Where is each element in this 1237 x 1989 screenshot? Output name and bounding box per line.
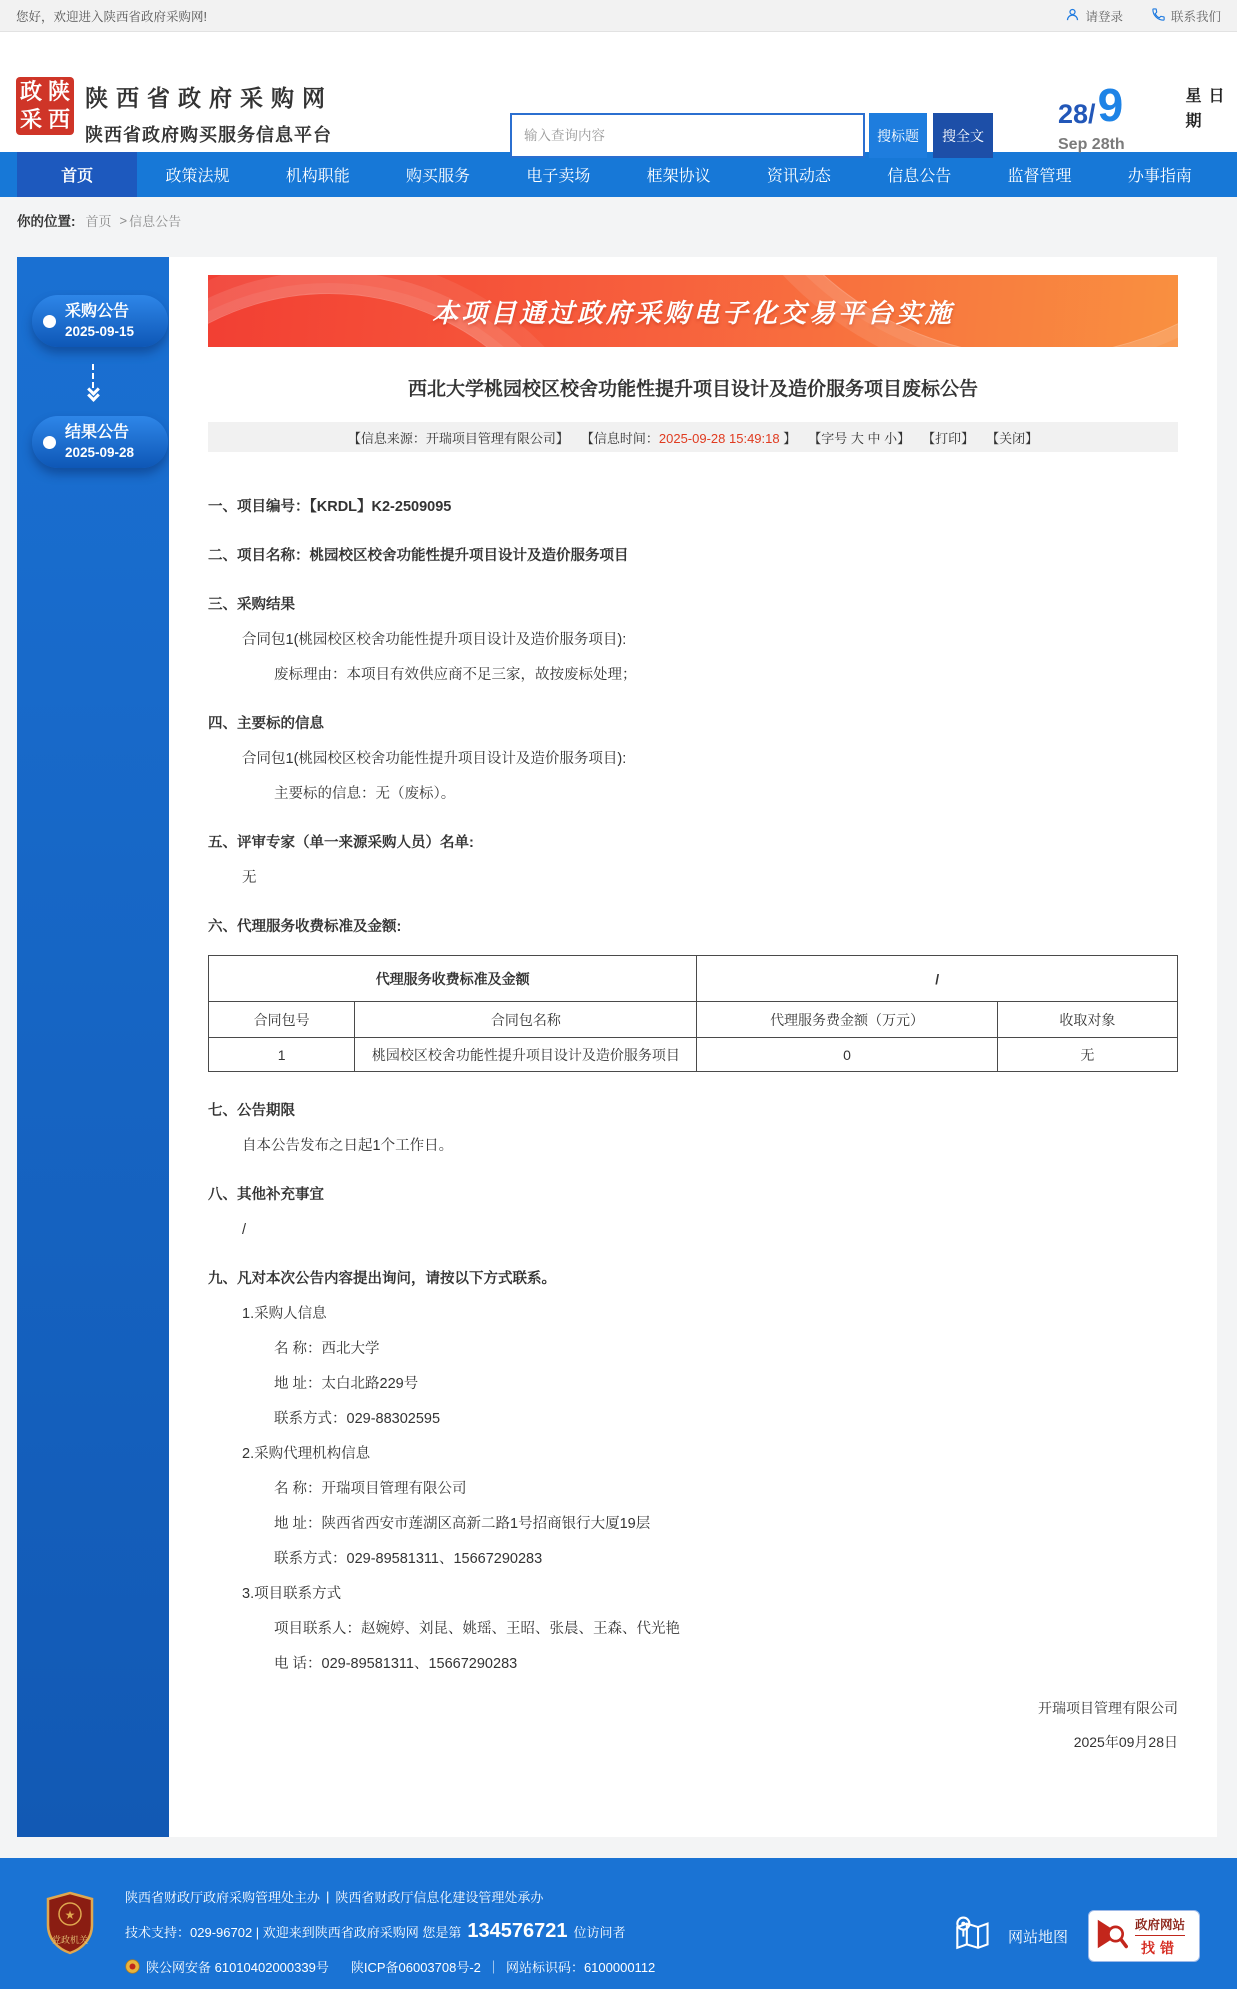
table-row <box>209 1038 1178 1072</box>
section-line: 1.采购人信息 <box>242 1306 327 1322</box>
section-project-number <box>208 498 1178 517</box>
table-cell: 桃园校区校舍功能性提升项目设计及造价服务项目 <box>355 1038 697 1072</box>
icp-beian-link[interactable]: 陕ICP备06003708号-2 <box>350 1959 481 1975</box>
section-line: 联系方式：029-89581311、15667290283 <box>274 1551 543 1567</box>
section-agency-fee <box>208 918 1178 1072</box>
topbar <box>0 0 1237 32</box>
fee-table <box>208 955 1178 1072</box>
section-heading: 七、公告期限 <box>208 1103 295 1119</box>
section-line: 合同包1(桃园校区校舍功能性提升项目设计及造价服务项目): <box>242 751 627 767</box>
section-heading: 一、项目编号：【KRDL】K2-2509095 <box>208 499 452 515</box>
login-label: 请登录 <box>1085 9 1123 24</box>
table-row <box>209 956 1178 1002</box>
table-header-row <box>209 1002 1178 1038</box>
svg-text:★: ★ <box>64 1908 76 1922</box>
footer <box>0 1858 1237 1989</box>
nav-item-framework[interactable]: 框架协议 <box>646 168 711 185</box>
section-procurement-result <box>208 596 1178 685</box>
signature-date: 2025年09月28日 <box>1073 1734 1178 1750</box>
login-link[interactable] <box>1065 7 1123 25</box>
nav-item-guide[interactable]: 办事指南 <box>1127 168 1192 185</box>
table-merged-value: / <box>697 956 1178 1002</box>
table-header-cell: 合同包名称 <box>355 1002 697 1038</box>
section-main-subject <box>208 715 1178 804</box>
search-bar <box>510 113 993 158</box>
sidebar-item-title: 采购公告 <box>65 303 130 321</box>
nav-item-news[interactable]: 资讯动态 <box>766 168 831 185</box>
section-line: 电 话：029-89581311、15667290283 <box>274 1656 518 1672</box>
sidebar-item-procurement-notice[interactable] <box>32 295 168 347</box>
table-cell: 0 <box>697 1038 997 1072</box>
nav-item-home[interactable]: 首页 <box>17 152 137 197</box>
sitemap-link[interactable] <box>952 1915 1068 1958</box>
section-line: 项目联系人：赵婉婷、刘昆、姚瑶、王昭、张晨、王森、代光艳 <box>274 1621 680 1637</box>
nav-item-announcements[interactable]: 信息公告 <box>887 168 952 185</box>
date-separator: / <box>1088 99 1096 129</box>
sidebar-item-date: 2025-09-28 <box>65 444 135 460</box>
search-title-button[interactable]: 搜标题 <box>869 113 927 158</box>
section-heading: 九、凡对本次公告内容提出询问，请按以下方式联系。 <box>208 1271 556 1287</box>
section-other-matters <box>208 1186 1178 1240</box>
breadcrumb <box>0 197 1237 243</box>
site-title: 陕西省政府采购网 <box>85 85 333 111</box>
close-button[interactable]: 【关闭】 <box>986 430 1039 446</box>
logo-char: 采 <box>19 107 42 132</box>
section-line: 联系方式：029-88302595 <box>274 1411 441 1427</box>
search-fulltext-button[interactable]: 搜全文 <box>933 113 993 158</box>
article-sections <box>169 452 1217 1674</box>
date-day: 28 <box>1058 99 1089 129</box>
table-cell: 1 <box>209 1038 355 1072</box>
sidebar-item-result-notice[interactable] <box>32 416 168 468</box>
section-line: 名 称：西北大学 <box>274 1341 380 1357</box>
section-line: 地 址：陕西省西安市莲湖区高新二路1号招商银行大厦19层 <box>274 1516 651 1532</box>
logo-char: 陕 <box>47 79 70 104</box>
bullet-dot-icon <box>43 436 56 449</box>
print-button[interactable]: 【打印】 <box>922 430 975 446</box>
date-english: Sep 28th <box>1058 136 1125 153</box>
section-line: 2.采购代理机构信息 <box>242 1446 371 1462</box>
date-widget <box>1058 79 1158 154</box>
gov-site-error-report-badge[interactable] <box>1088 1910 1200 1962</box>
site-subtitle: 陕西省政府购买服务信息平台 <box>85 125 332 145</box>
signature-company: 开瑞项目管理有限公司 <box>1038 1700 1178 1716</box>
phone-icon <box>1151 7 1166 25</box>
section-line: 3.项目联系方式 <box>242 1586 342 1602</box>
logo-char: 西 <box>47 107 70 132</box>
section-line: / <box>242 1222 247 1238</box>
nav-item-e-market[interactable]: 电子卖场 <box>526 168 591 185</box>
footer-sponsor-line: 陕西省财政厅政府采购管理处主办 | 陕西省财政厅信息化建设管理处承办 <box>125 1888 544 1905</box>
user-icon <box>1065 7 1080 25</box>
map-icon <box>952 1915 992 1958</box>
section-heading: 五、评审专家（单一来源采购人员）名单: <box>208 835 474 851</box>
sitemap-label: 网站地图 <box>1008 1929 1069 1946</box>
logo-char: 政 <box>19 79 42 104</box>
navbar <box>0 152 1237 197</box>
section-experts <box>208 834 1178 888</box>
contact-us-label: 联系我们 <box>1170 9 1221 24</box>
date-month: 9 <box>1097 79 1124 131</box>
section-contact-info <box>208 1270 1178 1674</box>
meta-time: 【信息时间：2025-09-28 15:49:18 】 <box>580 430 797 446</box>
section-notice-period <box>208 1102 1178 1156</box>
sidebar <box>17 257 169 1837</box>
table-header-cell: 合同包号 <box>209 1002 355 1038</box>
section-line: 废标理由：本项目有效供应商不足三家，故按废标处理； <box>274 667 637 683</box>
breadcrumb-label: 你的位置: <box>17 214 76 229</box>
section-project-name <box>208 547 1178 566</box>
footer-visitor-line: 技术支持：029-96702 | 欢迎来到陕西省政府采购网 您是第 134576721 位访问者 <box>125 1919 626 1942</box>
font-size-control[interactable]: 【字号 大 中 小】 <box>808 430 911 446</box>
article-title: 西北大学桃园校区校舍功能性提升项目设计及造价服务项目废标公告 <box>407 379 978 400</box>
section-line: 自本公告发布之日起1个工作日。 <box>242 1138 454 1154</box>
party-government-emblem-icon <box>44 1891 96 1960</box>
magnifier-flag-icon <box>1096 1916 1128 1957</box>
nav-item-functions[interactable]: 机构职能 <box>285 168 350 185</box>
footer-beian-line: 陕公网安备 61010402000339号 陕ICP备06003708号-2 ｜ 网站标识码：6100000112 <box>125 1955 655 1977</box>
sidebar-item-title: 结果公告 <box>65 424 130 442</box>
section-heading: 四、主要标的信息 <box>208 716 324 732</box>
gongan-beian-link[interactable]: 陕公网安备 61010402000339号 <box>146 1959 329 1975</box>
public-security-badge-icon <box>125 1959 140 1974</box>
article-signature <box>169 1698 1217 1752</box>
table-header-cell: 收取对象 <box>997 1002 1177 1038</box>
article-meta-bar <box>208 422 1178 452</box>
welcome-text: 您好，欢迎进入陕西省政府采购网! <box>16 9 207 24</box>
site-code: 网站标识码：6100000112 <box>505 1959 656 1975</box>
nav-item-policy[interactable]: 政策法规 <box>165 168 230 185</box>
breadcrumb-separator: > <box>119 212 128 228</box>
banner-text: 本项目通过政府采购电子化交易平台实施 <box>431 297 954 328</box>
emblem-label: 党政机关 <box>51 1935 89 1945</box>
search-input[interactable] <box>510 113 865 158</box>
header <box>0 32 1237 152</box>
section-heading: 六、代理服务收费标准及金额: <box>208 919 402 935</box>
section-heading: 八、其他补充事宜 <box>208 1187 324 1203</box>
nav-item-supervision[interactable]: 监督管理 <box>1007 168 1072 185</box>
section-line: 无 <box>242 870 257 886</box>
meta-source: 【信息来源：开瑞项目管理有限公司】 <box>347 430 569 446</box>
site-logo[interactable] <box>16 77 74 135</box>
platform-banner <box>208 275 1178 347</box>
table-header-cell: 代理服务费金额（万元） <box>697 1002 997 1038</box>
section-line: 名 称：开瑞项目管理有限公司 <box>274 1481 467 1497</box>
contact-us-link[interactable] <box>1151 7 1221 25</box>
nav-item-purchase-service[interactable]: 购买服务 <box>406 168 471 185</box>
meta-time-value: 2025-09-28 15:49:18 <box>658 430 780 446</box>
visitor-counter: 134576721 <box>467 1919 568 1942</box>
table-cell: 无 <box>997 1038 1177 1072</box>
error-badge-subtitle: 找错 <box>1141 1939 1179 1956</box>
article-card <box>169 257 1217 1837</box>
section-line: 合同包1(桃园校区校舍功能性提升项目设计及造价服务项目): <box>242 632 627 648</box>
error-badge-title: 政府网站 <box>1135 1915 1185 1936</box>
table-merged-title: 代理服务收费标准及金额 <box>209 956 697 1002</box>
section-heading: 二、项目名称：桃园校区校舍功能性提升项目设计及造价服务项目 <box>208 548 629 564</box>
weekday-label: 星期日 <box>1183 87 1223 137</box>
sidebar-item-date: 2025-09-15 <box>65 323 135 339</box>
breadcrumb-home[interactable]: 首页 <box>85 213 112 229</box>
section-line: 主要标的信息：无（废标）。 <box>274 786 456 802</box>
section-heading: 三、采购结果 <box>208 597 295 613</box>
breadcrumb-current[interactable]: 信息公告 <box>129 213 182 229</box>
arrow-down-icon <box>83 364 103 400</box>
bullet-dot-icon <box>43 315 56 328</box>
section-line: 地 址：太白北路229号 <box>274 1376 419 1392</box>
